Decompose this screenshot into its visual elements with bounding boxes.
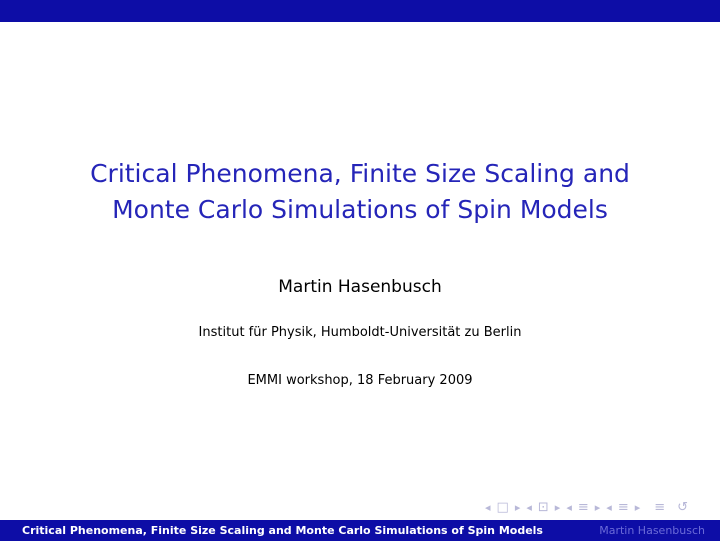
nav-next-subsection-icon[interactable]: ▸	[554, 501, 561, 514]
nav-prev-subsection-icon[interactable]: ◂	[526, 501, 532, 514]
footer-bar	[0, 520, 720, 541]
nav-prev-part-icon[interactable]: ◂	[606, 501, 612, 514]
nav-next-frame-icon[interactable]: ▸	[514, 501, 521, 514]
nav-part-icon[interactable]: ≡	[617, 500, 629, 515]
nav-prev-frame-icon[interactable]: ◂	[485, 501, 491, 514]
footer-title: Critical Phenomena, Finite Size Scaling and Monte Carlo Simulations of Spin Models	[22, 524, 543, 537]
nav-next-part-icon[interactable]: ▸	[634, 501, 641, 514]
nav-subsection-icon[interactable]: ⊡	[537, 500, 549, 515]
slide-title-line2: Monte Carlo Simulations of Spin Models	[112, 195, 608, 224]
institute: Institut für Physik, Humboldt-Universität zu Berlin	[198, 325, 522, 340]
slide-title-line1: Critical Phenomena, Finite Size Scaling and	[90, 159, 630, 188]
nav-align-icon[interactable]: ≡	[654, 500, 666, 515]
nav-search-icon[interactable]: ↺	[677, 500, 689, 515]
header-bar	[0, 0, 720, 22]
event-date: EMMI workshop, 18 February 2009	[247, 373, 473, 388]
nav-frame-icon[interactable]: □	[496, 500, 509, 515]
author-name: Martin Hasenbusch	[278, 277, 442, 297]
nav-prev-section-icon[interactable]: ◂	[566, 501, 572, 514]
nav-section-icon[interactable]: ≡	[577, 500, 589, 515]
nav-next-section-icon[interactable]: ▸	[594, 501, 601, 514]
beamer-navigation	[483, 500, 690, 516]
footer-author: Martin Hasenbusch	[599, 524, 705, 537]
